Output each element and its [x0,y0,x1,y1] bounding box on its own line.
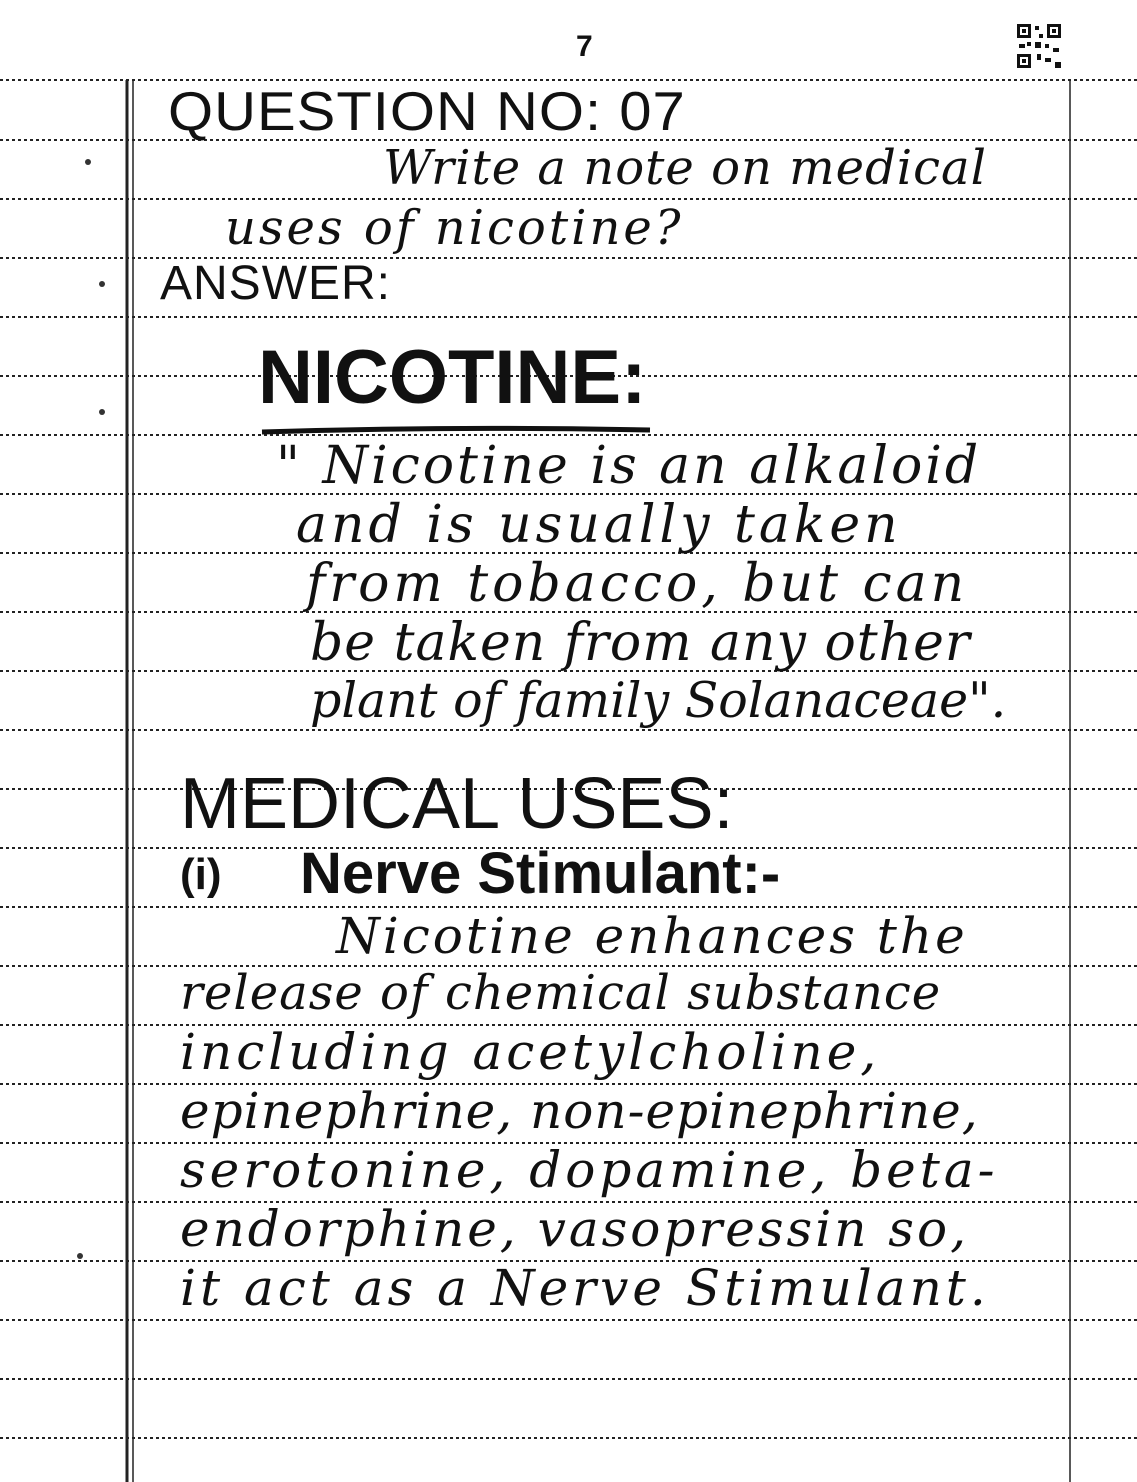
definition-line: from tobacco, but can [306,554,969,614]
page-number: 7 [576,30,593,63]
qr-code-icon [1015,22,1063,70]
question-text-line2: uses of nicotine? [225,200,684,256]
item-number: (i) [180,850,222,899]
item-body-line: release of chemical substance [180,965,942,1021]
definition-line: plant of family Solanaceae". [310,672,1007,729]
nicotine-heading: NICOTINE: [258,335,647,420]
definition-line: be taken from any other [310,613,971,673]
item-body-line: Nicotine enhances the [336,907,968,965]
question-text-line1: Write a note on medical [383,140,987,196]
item-body-line: endorphine, vasopressin so, [180,1200,969,1258]
definition-line: and is usually taken [296,495,902,555]
item-body-line: epinephrine, non-epinephrine, [180,1082,979,1140]
item-body-line: serotonine, dopamine, beta- [180,1141,999,1199]
medical-uses-heading: MEDICAL USES: [180,764,734,844]
answer-label: ANSWER: [160,257,392,310]
definition-line: " Nicotine is an alkaloid [276,436,982,496]
item-body-line: it act as a Nerve Stimulant. [180,1259,990,1317]
item-title: Nerve Stimulant:- [300,841,781,906]
question-heading: QUESTION NO: 07 [168,80,686,143]
item-body-line: including acetylcholine, [180,1023,881,1081]
